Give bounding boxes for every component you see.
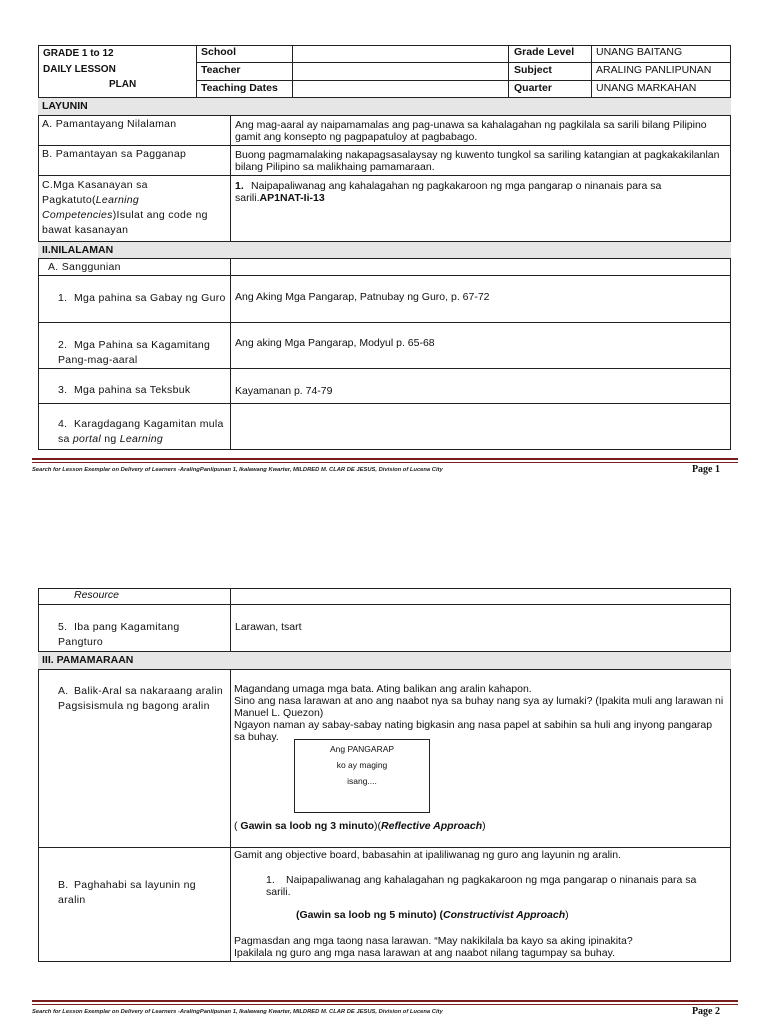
grade-level-label: Grade Level xyxy=(514,46,575,58)
dlp-label: DAILY LESSON xyxy=(43,63,116,75)
pamantayan-pagganap-text: Buong pagmamalaking nakapagsasalaysay ng kuwento tungkol sa sariling katangian at pagkakakilanlan bilang Pilipino sa malikhaing pamamaraan. xyxy=(235,149,720,173)
page-number: Page 2 xyxy=(691,1006,720,1017)
kasanayan-item: 1. Naipapaliwanag ang kahalagahan ng pagkakaroon ng mga pangarap o ninanais para sa sarili.AP1NAT-Ii-13 xyxy=(235,180,662,204)
quarter-label: Quarter xyxy=(514,82,552,94)
ref-gabay-guro-text: Ang Aking Mga Pangarap, Patnubay ng Guro, p. 67-72 xyxy=(235,291,490,303)
footer-text: Search for Lesson Exemplar on Delivery of Learners -AralingPanlipunan 1, Ikalawang Kwarter, MILDRED M. CLAR DE JESUS, Division of Lucena City xyxy=(32,467,443,473)
teacher-label: Teacher xyxy=(201,64,241,76)
subject-value: ARALING PANLIPUNAN xyxy=(596,64,712,76)
grade-label: GRADE 1 to 12 xyxy=(43,48,114,59)
ref-gabay-guro: 1. Mga pahina sa Gabay ng Guro xyxy=(58,292,226,304)
paghahabi-text: Pagmasdan ang mga taong nasa larawan. “May nakikilala ba kayo sa aking ipinakita? Ipakilala ng guro ang mga nasa larawan at ang naabot nilang tagumpay sa buhay. xyxy=(234,935,633,959)
page-number: Page 1 xyxy=(691,464,720,475)
ref-iba-pang-kagamitan-text: Larawan, tsart xyxy=(235,621,302,633)
footer-text: Search for Lesson Exemplar on Delivery of Learners -AralingPanlipunan 1, Ikalawang Kwarter, MILDRED M. CLAR DE JESUS, Division of Lucena City xyxy=(32,1009,443,1015)
ref-teksbuk-text: Kayamanan p. 74-79 xyxy=(235,385,333,397)
pangarap-line2: ko ay maging xyxy=(336,760,388,770)
balik-aral-time: ( Gawin sa loob ng 3 minuto)(Reflective Approach) xyxy=(234,820,486,832)
balik-aral-label: A. Balik-Aral sa nakaraang aralin Pagsisismula ng bagong aralin xyxy=(58,685,224,712)
footer-page1 xyxy=(32,458,738,473)
pamantayan-pagganap-label: B. Pamantayan sa Pagganap xyxy=(42,148,187,160)
ref-karagdagang-kagamitan: 4. Karagdagang Kagamitan mula sa portal ng Learning xyxy=(58,418,224,445)
section-pamamaraan: III. PAMAMARAAN xyxy=(42,654,134,666)
quarter-value: UNANG MARKAHAN xyxy=(596,82,697,94)
pangarap-line1: Ang PANGARAP xyxy=(329,744,395,754)
pamantayang-nilalaman-text: Ang mag-aaral ay naipamamalas ang pag-unawa sa kahalagahan ng pagkilala sa sarili bilang Pilipino gamit ang konsepto ng pagpapatuloy at pagbabago. xyxy=(235,119,707,143)
pangarap-line3: isang.... xyxy=(347,776,377,786)
paghahabi-intro: Gamit ang objective board, babasahin at ipaliliwanag ng guro ang layunin ng aralin. xyxy=(234,849,622,861)
sanggunian-label: A. Sanggunian xyxy=(48,261,121,273)
mga-kasanayan-label: C.Mga Kasanayan sa Pagkatuto(Learning Competencies)Isulat ang code ng bawat kasanayan xyxy=(42,179,208,236)
page1-body xyxy=(38,98,731,450)
paghahabi-label: B. Paghahabi sa layunin ng aralin xyxy=(58,879,196,906)
plan-label: PLAN xyxy=(109,79,137,90)
resource-label: Resource xyxy=(74,589,119,601)
pangarap-card xyxy=(294,739,430,813)
section-nilalaman: II.NILALAMAN xyxy=(42,244,114,256)
school-label: School xyxy=(201,46,237,58)
footer-page2 xyxy=(32,1000,738,1015)
ref-kagamitang-mag-aaral-text: Ang aking Mga Pangarap, Modyul p. 65-68 xyxy=(235,337,435,349)
ref-kagamitang-mag-aaral: 2. Mga Pahina sa Kagamitang Pang-mag-aaral xyxy=(58,339,211,366)
section-layunin: LAYUNIN xyxy=(42,100,88,112)
header-grid xyxy=(38,45,731,98)
grade-level-value: UNANG BAITANG xyxy=(596,46,683,58)
pamantayang-nilalaman-label: A. Pamantayang Nilalaman xyxy=(42,118,177,130)
teaching-dates-label: Teaching Dates xyxy=(201,82,278,94)
ref-iba-pang-kagamitan: 5. Iba pang Kagamitang Pangturo xyxy=(58,621,180,648)
subject-label: Subject xyxy=(514,64,552,76)
paghahabi-time: (Gawin sa loob ng 5 minuto) (Constructivist Approach) xyxy=(296,909,569,921)
balik-aral-text: Magandang umaga mga bata. Ating balikan ang aralin kahapon. Sino ang nasa larawan at ano ang naabot nya sa buhay nang sya ay lumaki? (Ipakita muli ang larawan ni Manuel L. Quezon) Ngayon naman ay sabay-sabay nating bigkasin ang nasa papel at sabihin sa huli ang inyong pangarap sa buhay. xyxy=(234,683,724,743)
ref-teksbuk: 3. Mga pahina sa Teksbuk xyxy=(58,384,191,396)
paghahabi-objective: 1. Naipapaliwanag ang kahalagahan ng pagkakaroon ng mga pangarap o ninanais para sa sarili. xyxy=(266,874,697,898)
